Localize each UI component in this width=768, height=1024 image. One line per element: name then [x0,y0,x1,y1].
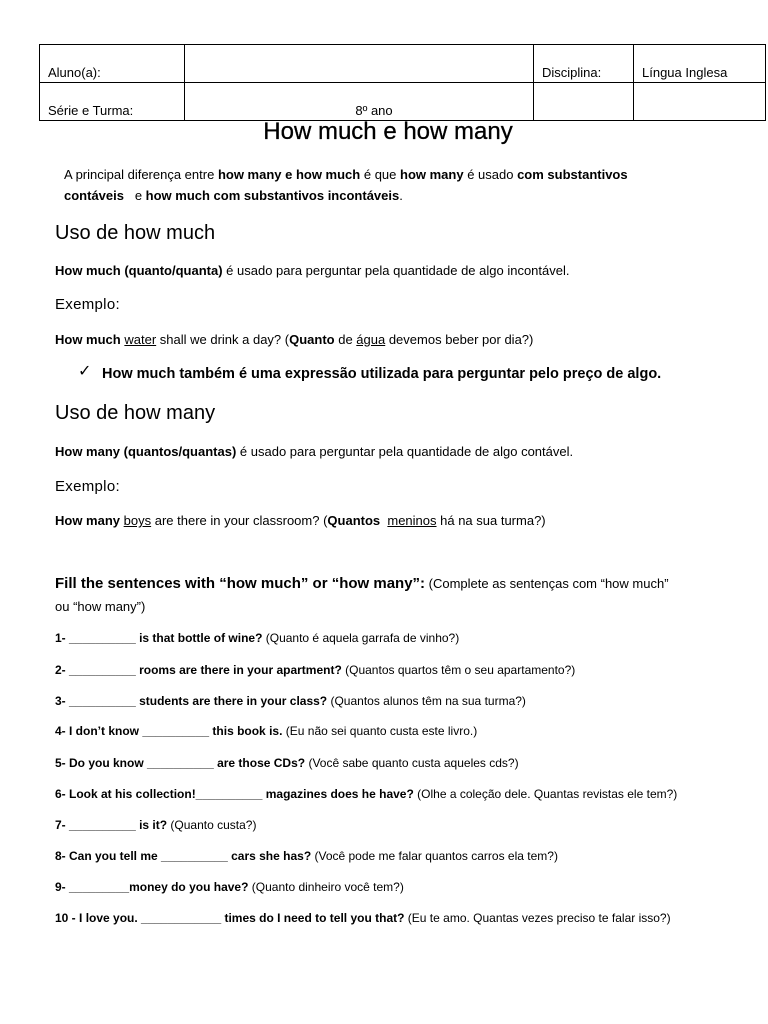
item-question: Can you tell me __________ cars she has? [65,849,312,863]
item-translation: (Quanto dinheiro você tem?) [248,880,404,894]
item-number: 7- [55,818,66,832]
example-bold: Quantos [327,513,381,528]
checkmark-icon: ✓ [78,363,92,380]
intro-bold: how many e how much [217,167,361,182]
exercise-title-line2: ou “how many”) [55,599,146,614]
exercise-item[interactable] [55,818,256,832]
example-bold: How many [55,513,121,528]
example-underlined: boys [123,513,152,528]
aluno-field[interactable] [185,45,534,83]
item-number: 6- [55,787,66,801]
item-translation: (Quanto é aquela garrafa de vinho?) [262,631,460,645]
definition-bold: How much (quanto/quanta) [55,263,223,278]
intro-paragraph [64,164,628,206]
item-question: Do you know __________ are those CDs? [65,756,306,770]
item-question: __________ students are there in your class? [65,694,328,708]
disciplina-label-cell [534,45,634,83]
item-question: I don’t know __________ this book is. [65,724,283,738]
item-translation: (Você sabe quanto custa aqueles cds?) [305,756,519,770]
exercise-title-bold: Fill the sentences with “how much” or “how many”: [55,575,426,592]
how-many-heading: Uso de how many [55,402,216,424]
item-question: I love you. ____________ times do I need to tell you that? [75,911,405,925]
example-underlined: água [356,332,386,347]
intro-bold: how much com substantivos incontáveis [145,188,400,203]
item-translation: (Você pode me falar quantos carros ela tem?) [311,849,558,863]
intro-bold: how many [400,167,464,182]
serie-label-cell [40,83,185,121]
item-number: 4- [55,724,66,738]
exercise-item[interactable] [55,694,526,708]
intro-text: . [399,188,403,203]
intro-text: e [123,188,146,203]
item-number: 9- [55,880,66,894]
exercise-item[interactable] [55,724,477,738]
how-much-heading: Uso de how much [55,222,216,244]
item-translation: (Quanto custa?) [167,818,257,832]
example-bold: How much [55,332,121,347]
intro-text: A principal diferença entre [64,167,218,182]
item-number: 8- [55,849,66,863]
how-much-definition [55,260,569,281]
item-translation: (Olhe a coleção dele. Quantas revistas ele tem?) [413,787,678,801]
intro-text: é usado [463,167,518,182]
exercise-item[interactable] [55,663,575,677]
intro-bold: com substantivos [517,167,628,182]
item-question: _________money do you have? [65,880,249,894]
item-number: 5- [55,756,66,770]
disciplina-value-cell [634,45,766,83]
item-number: 1- [55,631,66,645]
definition-text: é usado para perguntar pela quantidade de algo incontável. [222,263,570,278]
serie-label: Série e Turma: [48,103,134,118]
intro-text: é que [360,167,400,182]
how-much-example [55,329,533,350]
item-translation: (Eu te amo. Quantas vezes preciso te falar isso?) [404,911,671,925]
definition-bold: How many (quantos/quantas) [55,444,237,459]
serie-value-cell [185,83,534,121]
item-question: __________ rooms are there in your apartment? [65,663,342,677]
item-number: 2- [55,663,66,677]
example-text: há na sua turma?) [436,513,546,528]
example-text: shall we drink a day? ( [156,332,290,347]
intro-bold: contáveis [64,188,124,203]
exercise-title-text: (Complete as sentenças com “how much” [425,576,669,591]
how-many-example [55,510,546,531]
aluno-label-cell [40,45,185,83]
exercise-item[interactable] [55,849,558,863]
how-many-definition [55,441,573,462]
example-bold: Quanto [289,332,335,347]
exercise-item[interactable] [55,631,459,645]
exercise-title [55,575,669,592]
how-much-example-label: Exemplo: [55,296,120,313]
header-table [39,44,766,121]
example-text: devemos beber por dia?) [385,332,534,347]
blank-cell-2[interactable] [634,83,766,121]
item-translation: (Quantos alunos têm na sua turma?) [327,694,526,708]
example-underlined: water [124,332,157,347]
item-translation: (Quantos quartos têm o seu apartamento?) [341,663,576,677]
exercise-item[interactable] [55,756,519,770]
example-text: are there in your classroom? ( [151,513,328,528]
item-question: Look at his collection!__________ magazines does he have? [65,787,414,801]
item-translation: (Eu não sei quanto custa este livro.) [282,724,478,738]
serie-value: 8º ano [355,103,393,118]
page-title: How much e how many [263,118,513,145]
definition-text: é usado para perguntar pela quantidade de algo contável. [236,444,574,459]
example-underlined: meninos [387,513,437,528]
blank-cell[interactable] [534,83,634,121]
exercise-item[interactable] [55,787,677,801]
price-note: How much também é uma expressão utilizada para perguntar pelo preço de algo. [102,366,662,382]
how-many-example-label: Exemplo: [55,478,120,495]
aluno-label: Aluno(a): [48,65,101,80]
item-question: __________ is it? [65,818,168,832]
disciplina-label: Disciplina: [542,65,602,80]
item-question: __________ is that bottle of wine? [65,631,263,645]
item-number: 3- [55,694,66,708]
example-text: de [334,332,357,347]
disciplina-value: Língua Inglesa [642,65,728,80]
item-number: 10 - [55,911,76,925]
exercise-item[interactable] [55,880,404,894]
exercise-item[interactable] [55,911,671,925]
